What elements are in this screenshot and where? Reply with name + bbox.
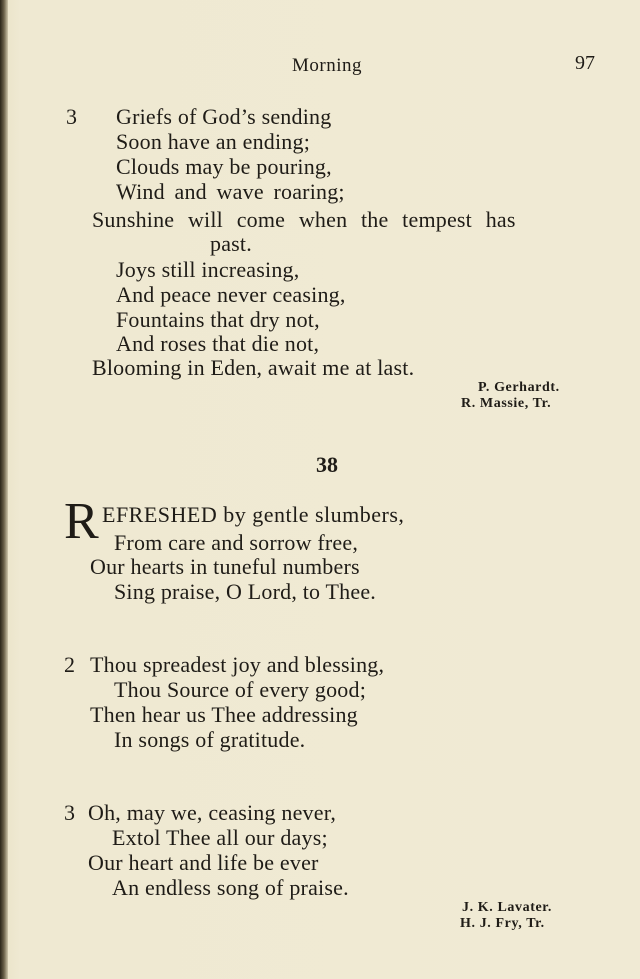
verse-line: Clouds may be pouring, <box>116 154 332 179</box>
verse-line: Blooming in Eden, await me at last. <box>92 355 415 380</box>
verse-line: Our hearts in tuneful numbers <box>90 554 360 579</box>
verse-line: Thou spreadest joy and blessing, <box>90 652 385 677</box>
hymn-number: 38 <box>316 452 338 477</box>
verse-first-line: EFRESHED by gentle slumbers, <box>102 502 405 527</box>
verse-number: 3 <box>66 104 77 129</box>
verse-line: From care and sorrow free, <box>114 530 359 555</box>
attribution-translator: R. Massie, Tr. <box>461 396 552 411</box>
attribution-translator: H. J. Fry, Tr. <box>460 916 545 931</box>
verse-line: In songs of gratitude. <box>114 727 306 752</box>
verse-line: Oh, may we, ceasing never, <box>88 800 337 825</box>
verse-line: Joys still increasing, <box>116 257 300 282</box>
page-number: 97 <box>575 52 595 74</box>
verse-line: Wind and wave roaring; <box>116 179 345 204</box>
verse-line: And roses that die not, <box>116 331 320 356</box>
verse-line: Our heart and life be ever <box>88 850 319 875</box>
verse-number: 2 <box>64 652 75 677</box>
verse-line: Griefs of God’s sending <box>116 104 332 129</box>
attribution-author: J. K. Lavater. <box>462 900 552 915</box>
verse-line: Extol Thee all our days; <box>112 825 328 850</box>
verse-line-continuation: past. <box>210 231 252 256</box>
verse-line: Then hear us Thee addressing <box>90 702 358 727</box>
verse-line: Sing praise, O Lord, to Thee. <box>114 579 377 604</box>
verse-line: Sunshine will come when the tempest has <box>92 207 516 232</box>
verse-line: Fountains that dry not, <box>116 307 320 332</box>
verse-line: An endless song of praise. <box>112 875 349 900</box>
verse-line: Soon have an ending; <box>116 129 311 154</box>
drop-cap-letter: R <box>64 493 99 550</box>
attribution-author: P. Gerhardt. <box>478 380 560 395</box>
verse-number: 3 <box>64 800 75 825</box>
running-header-title: Morning <box>292 55 362 76</box>
verse-line: Thou Source of every good; <box>114 677 367 702</box>
book-spine-shadow <box>0 0 8 979</box>
verse-line: And peace never ceasing, <box>116 282 346 307</box>
